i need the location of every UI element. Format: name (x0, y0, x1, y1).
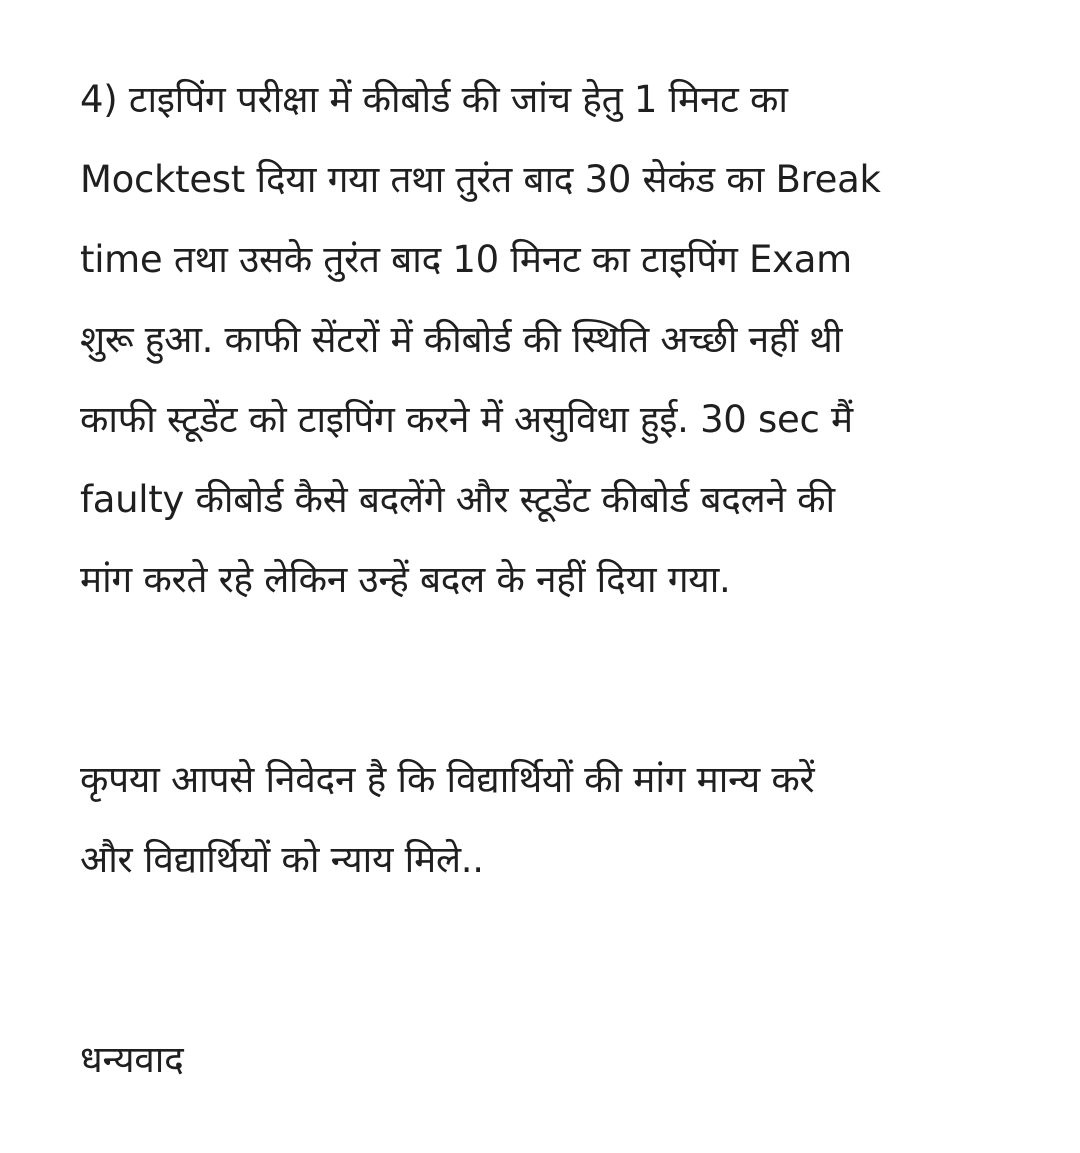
paragraph-1-line: faulty कीबोर्ड कैसे बदलेंगे और स्टूडेंट कीबोर्ड बदलने की (80, 478, 835, 521)
paragraph-1-line: मांग करते रहे लेकिन उन्हें बदल के नहीं दिया गया. (80, 558, 731, 601)
paragraph-2-line: कृपया आपसे निवेदन है कि विद्यार्थियों की मांग मान्य करें (80, 758, 815, 801)
paragraph-1-line: Mocktest दिया गया तथा तुरंत बाद 30 सेकंड का Break (80, 158, 881, 201)
closing-text: धन्यवाद (80, 1038, 184, 1081)
paragraph-1-line: शुरू हुआ. काफी सेंटरों में कीबोर्ड की स्थिति अच्छी नहीं थी (80, 318, 843, 361)
paragraph-2-line: और विद्यार्थियों को न्याय मिले.. (80, 838, 484, 881)
paragraph-1-line: काफी स्टूडेंट को टाइपिंग करने में असुविधा हुई. 30 sec मैं (80, 398, 853, 441)
paragraph-1-line: 4) टाइपिंग परीक्षा में कीबोर्ड की जांच हेतु 1 मिनट का (80, 78, 788, 121)
paragraph-1-line: time तथा उसके तुरंत बाद 10 मिनट का टाइपिंग Exam (80, 238, 852, 281)
